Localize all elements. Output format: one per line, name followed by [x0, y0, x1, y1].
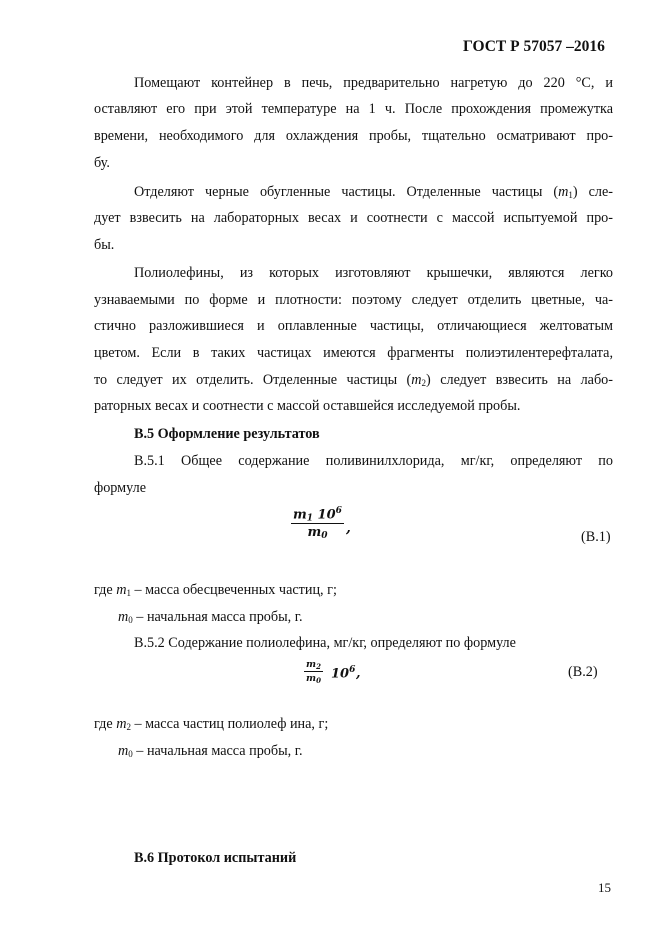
b51-line1: В.5.1 Общее содержание поливинилхлорида, мг/кг, определяют по: [134, 453, 613, 469]
formula-b2-fraction: $\frac{m_2}{m_0}$: [306, 659, 321, 685]
formula-b2-comma: ,: [356, 666, 361, 681]
b51-line2: формуле: [94, 480, 146, 496]
section-b5-heading: В.5 Оформление результатов: [134, 426, 320, 442]
para3-line5: то следует их отделить. Отделенные частицы $(m_2)$ следует взвесить на лабо-: [94, 372, 613, 388]
para1-line2: оставляют его при этой температуре на 1 ч. После прохождения промежутка: [94, 101, 613, 117]
page-number: 15: [598, 880, 611, 895]
para1-line4: бу.: [94, 155, 110, 171]
para2-line1: Отделяют черные обугленные частицы. Отделенные частицы $(m_1)$ сле-: [134, 184, 613, 200]
para3-line3: стично разложившиеся и оплавленные частицы, отличающиеся желтоватым: [94, 318, 613, 334]
para3-line2: узнаваемыми по форме и плотности: поэтому следует отделить цветные, ча-: [94, 292, 613, 308]
formula-b2-factor: $10^6$: [331, 665, 356, 682]
where2-line1: где $m_2$ – масса частиц полиолеф ина, г;: [94, 716, 329, 732]
formula-b1: $\frac{m_1 10^6}{m_0}$: [293, 506, 342, 542]
para2-line2: дует взвесить на лабораторных весах и соотнести с массой испытуемой про-: [94, 210, 613, 226]
b52-line1: В.5.2 Содержание полиолефина, мг/кг, определяют по формуле: [134, 635, 516, 651]
section-b6-heading: В.6 Протокол испытаний: [134, 850, 297, 866]
para1-line3: времени, необходимого для охлаждения пробы, тщательно осматривают про-: [94, 128, 613, 144]
para2-line3: бы.: [94, 237, 115, 253]
formula-b1-label: (В.1): [581, 529, 611, 545]
para3-line1: Полиолефины, из которых изготовляют крышечки, являются легко: [134, 265, 613, 281]
document-id: ГОСТ Р 57057 –2016: [463, 38, 605, 55]
formula-b2-label: (В.2): [568, 664, 598, 680]
formula-b1-comma: ,: [346, 520, 351, 536]
para1-line1: Помещают контейнер в печь, предварительно нагретую до 220 °С, и: [134, 75, 613, 91]
where1-line2: $m_0$ – начальная масса пробы, г.: [118, 609, 303, 625]
where2-line2: $m_0$ – начальная масса пробы, г.: [118, 743, 303, 759]
where1-line1: где $m_1$ – масса обесцвеченных частиц, г;: [94, 582, 337, 598]
para3-line6: раторных весах и соотнести с массой оставшейся исследуемой пробы.: [94, 398, 521, 414]
para3-line4: цветом. Если в таких частицах имеются фрагменты полиэтилентерефталата,: [94, 345, 613, 361]
